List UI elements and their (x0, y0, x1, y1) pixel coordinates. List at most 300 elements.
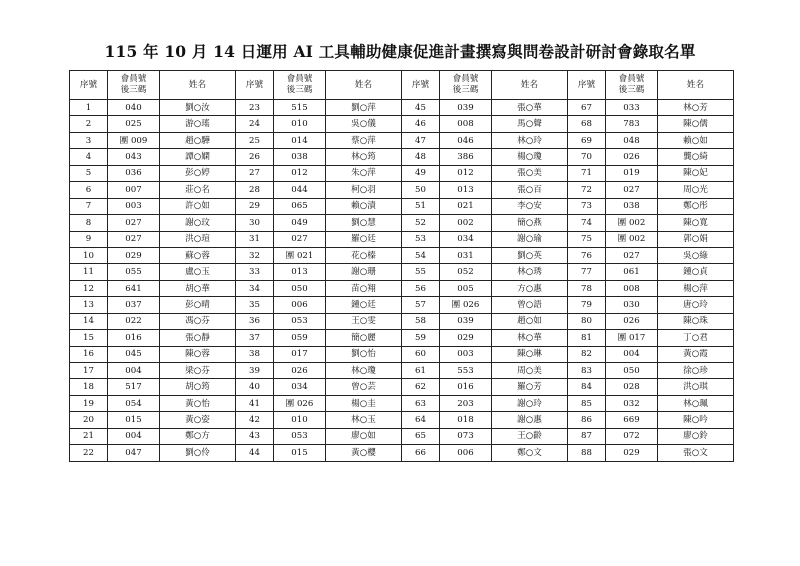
member-code-cell: 團 017 (606, 330, 658, 346)
member-code-cell: 036 (108, 165, 160, 181)
seq-cell: 9 (70, 231, 108, 247)
member-code-cell: 055 (108, 264, 160, 280)
member-code-cell: 012 (274, 165, 326, 181)
member-code-cell: 030 (606, 297, 658, 313)
member-code-cell: 034 (440, 231, 492, 247)
member-code-cell: 026 (274, 363, 326, 379)
seq-cell: 55 (402, 264, 440, 280)
member-code-cell: 027 (108, 215, 160, 231)
name-cell: 賴○如 (658, 132, 734, 148)
member-code-cell: 061 (606, 264, 658, 280)
name-cell: 陳○蓉 (160, 346, 236, 362)
member-code-cell: 團 021 (274, 247, 326, 263)
seq-cell: 15 (70, 330, 108, 346)
name-cell: 廖○鈴 (658, 428, 734, 444)
name-cell: 廖○如 (326, 428, 402, 444)
member-code-cell: 029 (606, 445, 658, 461)
member-code-cell: 669 (606, 412, 658, 428)
member-code-cell: 003 (440, 346, 492, 362)
seq-cell: 82 (568, 346, 606, 362)
member-code-cell: 006 (440, 445, 492, 461)
table-row (70, 215, 734, 231)
member-code-cell: 團 002 (606, 215, 658, 231)
name-cell: 彭○晴 (160, 297, 236, 313)
name-cell: 陳○寬 (658, 215, 734, 231)
table-row (70, 280, 734, 296)
name-cell: 楊○圭 (326, 395, 402, 411)
member-code-cell: 553 (440, 363, 492, 379)
seq-cell: 77 (568, 264, 606, 280)
name-cell: 蘇○蓉 (160, 247, 236, 263)
member-code-cell: 團 026 (440, 297, 492, 313)
seq-cell: 32 (236, 247, 274, 263)
name-cell: 馬○聲 (492, 116, 568, 132)
name-header: 姓名 (492, 71, 568, 100)
seq-cell: 34 (236, 280, 274, 296)
name-cell: 劉○怡 (326, 346, 402, 362)
name-cell: 趙○驊 (160, 132, 236, 148)
table-row (70, 395, 734, 411)
table-row (70, 412, 734, 428)
member-code-header (108, 71, 160, 100)
member-code-cell: 021 (440, 198, 492, 214)
seq-cell: 80 (568, 313, 606, 329)
seq-cell: 51 (402, 198, 440, 214)
member-code-cell: 048 (606, 132, 658, 148)
member-code-cell: 050 (606, 363, 658, 379)
seq-cell: 54 (402, 247, 440, 263)
name-cell: 徐○珍 (658, 363, 734, 379)
seq-cell: 63 (402, 395, 440, 411)
table-row (70, 198, 734, 214)
name-cell: 黃○櫻 (326, 445, 402, 461)
seq-header: 序號 (236, 71, 274, 100)
member-code-header-line2: 後三碼 (120, 85, 147, 95)
name-cell: 馮○芬 (160, 313, 236, 329)
seq-cell: 36 (236, 313, 274, 329)
seq-cell: 52 (402, 215, 440, 231)
name-cell: 黃○姿 (160, 412, 236, 428)
member-code-cell: 053 (274, 428, 326, 444)
member-code-cell: 010 (274, 412, 326, 428)
member-code-cell: 053 (274, 313, 326, 329)
seq-cell: 58 (402, 313, 440, 329)
member-code-cell: 團 026 (274, 395, 326, 411)
name-cell: 許○如 (160, 198, 236, 214)
name-cell: 黃○霞 (658, 346, 734, 362)
table-row (70, 132, 734, 148)
header-row (70, 71, 734, 100)
seq-cell: 67 (568, 100, 606, 116)
member-code-cell: 025 (108, 116, 160, 132)
member-code-cell: 515 (274, 100, 326, 116)
seq-cell: 11 (70, 264, 108, 280)
seq-cell: 57 (402, 297, 440, 313)
name-cell: 謝○珊 (326, 264, 402, 280)
table-row (70, 313, 734, 329)
member-code-cell: 015 (108, 412, 160, 428)
member-code-cell: 團 002 (606, 231, 658, 247)
seq-cell: 71 (568, 165, 606, 181)
name-cell: 楊○瓊 (492, 149, 568, 165)
member-code-cell: 046 (440, 132, 492, 148)
name-cell: 胡○華 (160, 280, 236, 296)
member-code-cell: 027 (108, 231, 160, 247)
member-code-cell: 050 (274, 280, 326, 296)
seq-cell: 3 (70, 132, 108, 148)
name-header: 姓名 (160, 71, 236, 100)
table-row (70, 379, 734, 395)
member-code-cell: 038 (274, 149, 326, 165)
seq-cell: 46 (402, 116, 440, 132)
name-cell: 丁○君 (658, 330, 734, 346)
seq-cell: 76 (568, 247, 606, 263)
table-row (70, 247, 734, 263)
seq-cell: 75 (568, 231, 606, 247)
seq-cell: 56 (402, 280, 440, 296)
member-code-header-line1: 會員號 (286, 74, 313, 84)
name-cell: 苗○翔 (326, 280, 402, 296)
name-cell: 張○文 (658, 445, 734, 461)
seq-cell: 37 (236, 330, 274, 346)
seq-cell: 41 (236, 395, 274, 411)
seq-cell: 8 (70, 215, 108, 231)
seq-cell: 1 (70, 100, 108, 116)
name-cell: 蔡○萍 (326, 132, 402, 148)
member-code-header-line1: 會員號 (618, 74, 645, 84)
table-row (70, 182, 734, 198)
name-cell: 陳○妃 (658, 165, 734, 181)
member-code-cell: 018 (440, 412, 492, 428)
name-cell: 郭○娟 (658, 231, 734, 247)
name-cell: 楊○萍 (658, 280, 734, 296)
seq-cell: 61 (402, 363, 440, 379)
seq-cell: 6 (70, 182, 108, 198)
name-cell: 譚○嫻 (160, 149, 236, 165)
name-cell: 劉○慧 (326, 215, 402, 231)
member-code-cell: 團 009 (108, 132, 160, 148)
name-cell: 王○齡 (492, 428, 568, 444)
name-cell: 羅○廷 (326, 231, 402, 247)
member-code-cell: 004 (108, 363, 160, 379)
seq-cell: 4 (70, 149, 108, 165)
name-cell: 謝○惠 (492, 412, 568, 428)
name-cell: 林○華 (492, 330, 568, 346)
table-row (70, 330, 734, 346)
name-cell: 張○百 (492, 182, 568, 198)
seq-cell: 49 (402, 165, 440, 181)
roster-body (70, 100, 734, 462)
seq-cell: 59 (402, 330, 440, 346)
table-row (70, 165, 734, 181)
name-cell: 劉○汝 (160, 100, 236, 116)
seq-cell: 16 (70, 346, 108, 362)
member-code-cell: 029 (440, 330, 492, 346)
name-cell: 陳○珠 (658, 313, 734, 329)
member-code-cell: 043 (108, 149, 160, 165)
name-cell: 唐○玲 (658, 297, 734, 313)
seq-cell: 43 (236, 428, 274, 444)
member-code-cell: 027 (274, 231, 326, 247)
table-row (70, 445, 734, 461)
name-cell: 謝○玲 (492, 395, 568, 411)
name-cell: 劉○英 (492, 247, 568, 263)
member-code-cell: 386 (440, 149, 492, 165)
member-code-cell: 047 (108, 445, 160, 461)
name-cell: 林○琇 (492, 264, 568, 280)
member-code-cell: 014 (274, 132, 326, 148)
name-cell: 鍾○廷 (326, 297, 402, 313)
seq-cell: 19 (70, 395, 108, 411)
name-cell: 洪○瑄 (160, 231, 236, 247)
name-cell: 鄭○方 (160, 428, 236, 444)
document-title: 115 年 10 月 14 日運用 AI 工具輔助健康促進計畫撰寫與問卷設計研討會錄取名單 (104, 42, 696, 61)
member-code-cell: 054 (108, 395, 160, 411)
seq-cell: 38 (236, 346, 274, 362)
name-cell: 陳○琳 (492, 346, 568, 362)
name-cell: 鄭○彤 (658, 198, 734, 214)
member-code-header-line2: 後三碼 (452, 85, 479, 95)
member-code-cell: 005 (440, 280, 492, 296)
name-cell: 龔○綺 (658, 149, 734, 165)
seq-cell: 21 (70, 428, 108, 444)
seq-cell: 17 (70, 363, 108, 379)
member-code-cell: 004 (606, 346, 658, 362)
member-code-cell: 783 (606, 116, 658, 132)
table-row (70, 363, 734, 379)
member-code-cell: 044 (274, 182, 326, 198)
member-code-header-line1: 會員號 (452, 74, 479, 84)
seq-cell: 65 (402, 428, 440, 444)
seq-cell: 13 (70, 297, 108, 313)
member-code-cell: 016 (108, 330, 160, 346)
member-code-header (274, 71, 326, 100)
seq-cell: 45 (402, 100, 440, 116)
member-code-cell: 003 (108, 198, 160, 214)
name-cell: 張○靜 (160, 330, 236, 346)
name-cell: 林○筠 (326, 149, 402, 165)
member-code-cell: 032 (606, 395, 658, 411)
name-cell: 梁○芬 (160, 363, 236, 379)
table-row (70, 297, 734, 313)
seq-cell: 87 (568, 428, 606, 444)
seq-cell: 28 (236, 182, 274, 198)
member-code-header-line2: 後三碼 (286, 85, 313, 95)
name-header: 姓名 (326, 71, 402, 100)
name-cell: 簡○燕 (492, 215, 568, 231)
seq-cell: 2 (70, 116, 108, 132)
seq-cell: 5 (70, 165, 108, 181)
name-cell: 吳○儀 (326, 116, 402, 132)
member-code-cell: 026 (606, 149, 658, 165)
name-cell: 張○華 (492, 100, 568, 116)
member-code-cell: 034 (274, 379, 326, 395)
seq-cell: 22 (70, 445, 108, 461)
seq-cell: 7 (70, 198, 108, 214)
seq-cell: 70 (568, 149, 606, 165)
seq-header: 序號 (70, 71, 108, 100)
member-code-cell: 045 (108, 346, 160, 362)
member-code-cell: 203 (440, 395, 492, 411)
seq-cell: 42 (236, 412, 274, 428)
name-cell: 胡○筠 (160, 379, 236, 395)
seq-cell: 84 (568, 379, 606, 395)
seq-cell: 48 (402, 149, 440, 165)
name-cell: 朱○萍 (326, 165, 402, 181)
name-cell: 吳○綠 (658, 247, 734, 263)
name-cell: 謝○玟 (160, 215, 236, 231)
member-code-cell: 004 (108, 428, 160, 444)
member-code-header (440, 71, 492, 100)
table-row (70, 231, 734, 247)
name-cell: 周○美 (492, 363, 568, 379)
member-code-cell: 038 (606, 198, 658, 214)
seq-header: 序號 (568, 71, 606, 100)
table-row (70, 346, 734, 362)
member-code-cell: 641 (108, 280, 160, 296)
name-cell: 盧○玉 (160, 264, 236, 280)
table-row (70, 116, 734, 132)
name-cell: 林○瓊 (326, 363, 402, 379)
admission-roster-table (69, 70, 734, 462)
name-cell: 劉○萍 (326, 100, 402, 116)
seq-cell: 62 (402, 379, 440, 395)
member-code-cell: 049 (274, 215, 326, 231)
seq-cell: 81 (568, 330, 606, 346)
name-cell: 簡○麗 (326, 330, 402, 346)
name-cell: 游○瑤 (160, 116, 236, 132)
member-code-cell: 019 (606, 165, 658, 181)
member-code-cell: 012 (440, 165, 492, 181)
member-code-cell: 008 (606, 280, 658, 296)
seq-cell: 30 (236, 215, 274, 231)
member-code-cell: 015 (274, 445, 326, 461)
seq-cell: 69 (568, 132, 606, 148)
seq-cell: 83 (568, 363, 606, 379)
member-code-cell: 006 (274, 297, 326, 313)
member-code-cell: 022 (108, 313, 160, 329)
name-cell: 羅○芳 (492, 379, 568, 395)
member-code-cell: 517 (108, 379, 160, 395)
table-row (70, 100, 734, 116)
seq-cell: 18 (70, 379, 108, 395)
seq-cell: 14 (70, 313, 108, 329)
seq-cell: 40 (236, 379, 274, 395)
name-cell: 鍾○貞 (658, 264, 734, 280)
name-cell: 陳○儒 (658, 116, 734, 132)
seq-cell: 73 (568, 198, 606, 214)
member-code-cell: 008 (440, 116, 492, 132)
member-code-cell: 026 (606, 313, 658, 329)
table-row (70, 149, 734, 165)
member-code-header-line1: 會員號 (120, 74, 147, 84)
seq-cell: 24 (236, 116, 274, 132)
member-code-cell: 028 (606, 379, 658, 395)
name-header: 姓名 (658, 71, 734, 100)
member-code-cell: 017 (274, 346, 326, 362)
member-code-cell: 007 (108, 182, 160, 198)
member-code-cell: 073 (440, 428, 492, 444)
member-code-cell: 027 (606, 182, 658, 198)
seq-cell: 60 (402, 346, 440, 362)
member-code-cell: 016 (440, 379, 492, 395)
name-cell: 謝○瑜 (492, 231, 568, 247)
seq-cell: 88 (568, 445, 606, 461)
seq-cell: 23 (236, 100, 274, 116)
member-code-cell: 052 (440, 264, 492, 280)
member-code-cell: 031 (440, 247, 492, 263)
seq-cell: 27 (236, 165, 274, 181)
name-cell: 曾○芸 (326, 379, 402, 395)
seq-cell: 78 (568, 280, 606, 296)
seq-cell: 33 (236, 264, 274, 280)
seq-cell: 39 (236, 363, 274, 379)
name-cell: 賴○漬 (326, 198, 402, 214)
seq-cell: 29 (236, 198, 274, 214)
name-cell: 周○光 (658, 182, 734, 198)
member-code-cell: 040 (108, 100, 160, 116)
member-code-cell: 033 (606, 100, 658, 116)
member-code-cell: 029 (108, 247, 160, 263)
name-cell: 柯○羽 (326, 182, 402, 198)
seq-cell: 85 (568, 395, 606, 411)
seq-cell: 66 (402, 445, 440, 461)
member-code-cell: 002 (440, 215, 492, 231)
name-cell: 劉○伶 (160, 445, 236, 461)
seq-cell: 26 (236, 149, 274, 165)
name-cell: 莊○名 (160, 182, 236, 198)
name-cell: 方○惠 (492, 280, 568, 296)
seq-cell: 68 (568, 116, 606, 132)
seq-cell: 47 (402, 132, 440, 148)
seq-cell: 64 (402, 412, 440, 428)
seq-cell: 53 (402, 231, 440, 247)
member-code-cell: 013 (440, 182, 492, 198)
name-cell: 花○榛 (326, 247, 402, 263)
name-cell: 鄭○文 (492, 445, 568, 461)
member-code-cell: 039 (440, 100, 492, 116)
name-cell: 彭○婷 (160, 165, 236, 181)
member-code-cell: 039 (440, 313, 492, 329)
seq-header: 序號 (402, 71, 440, 100)
member-code-cell: 065 (274, 198, 326, 214)
seq-cell: 35 (236, 297, 274, 313)
seq-cell: 44 (236, 445, 274, 461)
seq-cell: 72 (568, 182, 606, 198)
seq-cell: 10 (70, 247, 108, 263)
member-code-header-line2: 後三碼 (618, 85, 645, 95)
name-cell: 陳○吟 (658, 412, 734, 428)
member-code-cell: 072 (606, 428, 658, 444)
name-cell: 林○芳 (658, 100, 734, 116)
member-code-cell: 027 (606, 247, 658, 263)
name-cell: 洪○琪 (658, 379, 734, 395)
seq-cell: 50 (402, 182, 440, 198)
seq-cell: 86 (568, 412, 606, 428)
seq-cell: 74 (568, 215, 606, 231)
seq-cell: 12 (70, 280, 108, 296)
name-cell: 張○美 (492, 165, 568, 181)
table-row (70, 428, 734, 444)
member-code-cell: 013 (274, 264, 326, 280)
seq-cell: 25 (236, 132, 274, 148)
table-row (70, 264, 734, 280)
member-code-cell: 059 (274, 330, 326, 346)
seq-cell: 20 (70, 412, 108, 428)
name-cell: 林○玲 (492, 132, 568, 148)
name-cell: 黃○怡 (160, 395, 236, 411)
name-cell: 曾○語 (492, 297, 568, 313)
